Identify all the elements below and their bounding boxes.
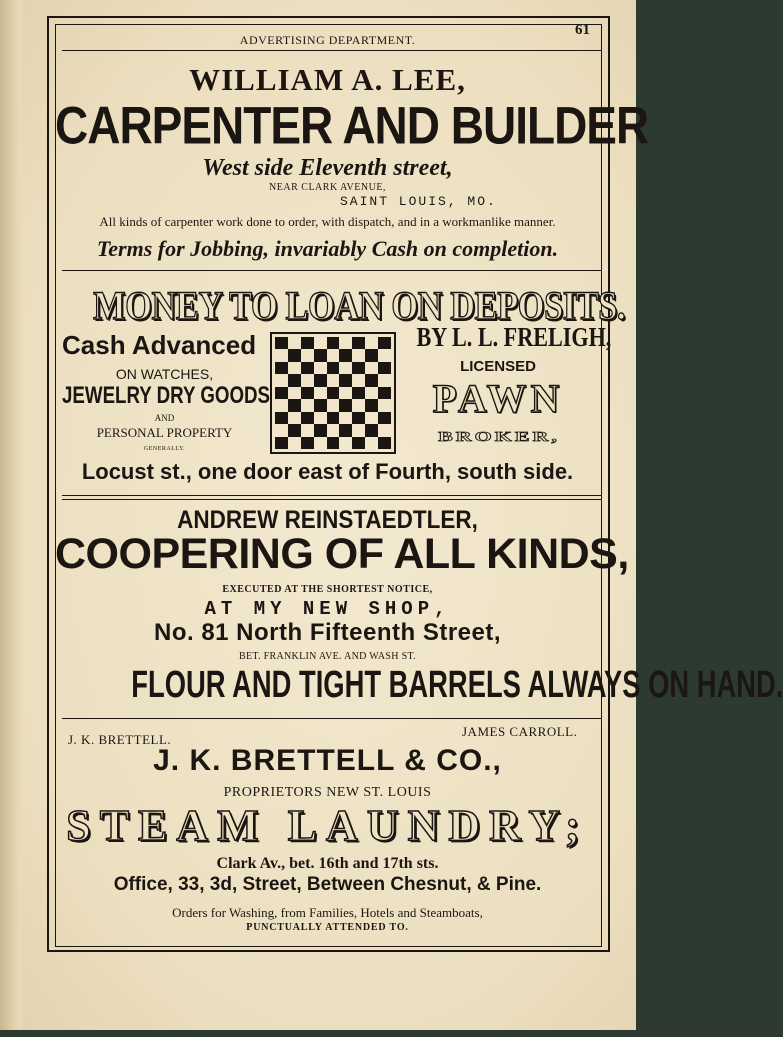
checker-square: [288, 349, 301, 361]
checker-square: [301, 374, 314, 386]
checker-square: [339, 362, 352, 374]
checker-square: [339, 337, 352, 349]
checker-square: [327, 437, 340, 449]
checker-square: [365, 424, 378, 436]
checker-square: [365, 387, 378, 399]
cooper-between: BET. FRANKLIN AVE. AND WASH ST.: [239, 651, 416, 662]
at-new-shop: AT MY NEW SHOP,: [204, 598, 451, 620]
checker-square: [365, 349, 378, 361]
and-word: AND: [154, 413, 175, 423]
checker-square: [378, 424, 391, 436]
checker-square: [275, 349, 288, 361]
checker-square: [339, 424, 352, 436]
laundry-firm: J. K. BRETTELL & CO.,: [153, 744, 502, 777]
checker-square: [275, 424, 288, 436]
checker-square: [327, 387, 340, 399]
checker-square: [339, 374, 352, 386]
cooper-trade: COOPERING OF ALL KINDS,: [55, 530, 629, 578]
checker-square: [352, 387, 365, 399]
checker-square: [378, 399, 391, 411]
punctually-line: PUNCTUALLY ATTENDED TO.: [246, 922, 409, 933]
checker-square: [378, 337, 391, 349]
checker-square: [327, 362, 340, 374]
checker-square: [378, 437, 391, 449]
checker-square: [352, 349, 365, 361]
steam-laundry: STEAM LAUNDRY;: [66, 801, 589, 850]
checker-square: [352, 374, 365, 386]
checker-square: [339, 437, 352, 449]
lee-trade: CARPENTER AND BUILDER: [55, 95, 649, 155]
partner-brettell: J. K. BRETTELL.: [68, 732, 172, 747]
personal-property: PERSONAL PROPERTY: [96, 425, 233, 440]
checker-square: [365, 437, 378, 449]
checker-square: [339, 387, 352, 399]
checker-square: [314, 399, 327, 411]
checker-square: [275, 437, 288, 449]
checker-square: [275, 337, 288, 349]
checker-square: [352, 424, 365, 436]
checker-square: [378, 374, 391, 386]
checker-square: [288, 387, 301, 399]
checker-square: [378, 387, 391, 399]
proprietors-line: PROPRIETORS NEW ST. LOUIS: [223, 785, 432, 800]
checker-square: [327, 374, 340, 386]
checker-square: [352, 362, 365, 374]
divider-2b: [62, 499, 602, 500]
checker-square: [378, 362, 391, 374]
lee-name: WILLIAM A. LEE,: [189, 62, 466, 97]
checker-square: [314, 374, 327, 386]
lee-terms: Terms for Jobbing, invariably Cash on completion.: [96, 236, 559, 261]
checker-square: [288, 374, 301, 386]
checker-square: [301, 424, 314, 436]
page-number: 61: [575, 22, 590, 38]
pawn-word: PAWN: [432, 376, 564, 421]
orders-line: Orders for Washing, from Families, Hotels and Steamboats,: [172, 905, 483, 920]
lee-city: SAINT LOUIS, MO.: [340, 194, 497, 209]
binding-gutter: [0, 0, 24, 1030]
running-head: ADVERTISING DEPARTMENT.: [239, 33, 416, 47]
checker-square: [352, 337, 365, 349]
office-address: Office, 33, 3d, Street, Between Chesnut, & Pine.: [113, 874, 542, 895]
checker-square: [301, 349, 314, 361]
checker-square: [352, 437, 365, 449]
checker-square: [301, 362, 314, 374]
checker-square: [339, 399, 352, 411]
checker-square: [378, 349, 391, 361]
checker-square: [275, 374, 288, 386]
checker-square: [327, 424, 340, 436]
checker-square: [275, 399, 288, 411]
checker-square: [365, 374, 378, 386]
checkerboard-ornament: [270, 332, 396, 454]
partner-carroll: JAMES CARROLL.: [462, 724, 578, 739]
licensed: LICENSED: [460, 358, 536, 375]
checker-square: [301, 387, 314, 399]
checker-square: [314, 362, 327, 374]
executed-notice: EXECUTED AT THE SHORTEST NOTICE,: [222, 584, 433, 595]
checker-square: [378, 412, 391, 424]
checker-square: [288, 424, 301, 436]
divider-2a: [62, 495, 602, 496]
cash-advanced: Cash Advanced: [62, 330, 257, 360]
checker-square: [352, 412, 365, 424]
checker-square: [314, 424, 327, 436]
lee-near: NEAR CLARK AVENUE,: [269, 182, 386, 193]
checker-square: [288, 437, 301, 449]
checker-square: [288, 412, 301, 424]
checker-square: [314, 337, 327, 349]
flour-barrels: FLOUR AND TIGHT BARRELS ALWAYS ON HAND.: [131, 664, 783, 706]
checker-square: [327, 412, 340, 424]
on-watches: ON WATCHES,: [115, 366, 214, 382]
checker-square: [301, 437, 314, 449]
checker-square: [339, 412, 352, 424]
clark-address: Clark Av., bet. 16th and 17th sts.: [216, 855, 439, 872]
checker-square: [314, 387, 327, 399]
cooper-name: ANDREW REINSTAEDTLER,: [177, 506, 478, 534]
checker-square: [365, 412, 378, 424]
checker-square: [288, 362, 301, 374]
checker-square: [327, 399, 340, 411]
checker-square: [275, 387, 288, 399]
checker-square: [327, 349, 340, 361]
checker-square: [301, 412, 314, 424]
loan-headline: MONEY TO LOAN ON DEPOSITS.: [93, 283, 626, 328]
checker-square: [365, 337, 378, 349]
locust-address: Locust st., one door east of Fourth, south side.: [81, 459, 574, 484]
checker-square: [301, 399, 314, 411]
checker-square: [301, 337, 314, 349]
lee-work-line: All kinds of carpenter work done to order, with dispatch, and in a workmanlike manner.: [99, 214, 556, 229]
checker-square: [327, 337, 340, 349]
lee-street: West side Eleventh street,: [202, 155, 453, 181]
divider-3: [62, 718, 602, 719]
checker-square: [352, 399, 365, 411]
by-freligh: BY L. L. FRELIGH,: [416, 322, 612, 352]
checker-square: [339, 349, 352, 361]
header-rule: [62, 50, 602, 51]
checker-square: [314, 437, 327, 449]
cooper-address: No. 81 North Fifteenth Street,: [153, 619, 502, 646]
checker-square: [365, 362, 378, 374]
checker-square: [275, 412, 288, 424]
checker-square: [314, 412, 327, 424]
checker-square: [288, 399, 301, 411]
broker-word: BROKER,: [438, 429, 560, 445]
generally: GENERALLY.: [143, 446, 186, 452]
checker-square: [365, 399, 378, 411]
jewelry-dry-goods: JEWELRY DRY GOODS: [62, 382, 271, 409]
divider-1: [62, 270, 602, 271]
checker-square: [275, 362, 288, 374]
checker-square: [314, 349, 327, 361]
checker-square: [288, 337, 301, 349]
